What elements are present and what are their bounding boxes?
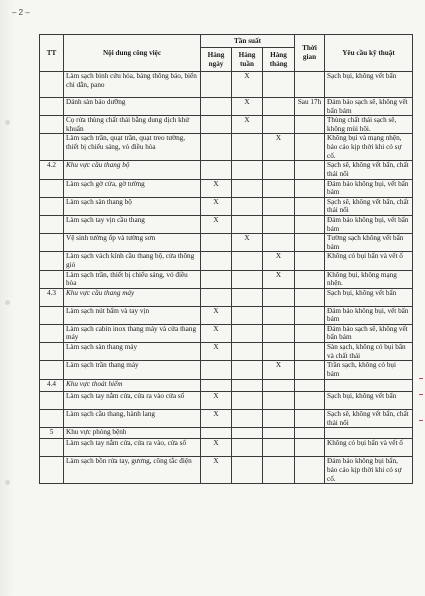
row-monthly — [263, 72, 295, 98]
row-requirement: Đảm bảo không bụi, vết bẩn bám — [325, 179, 413, 197]
row-task: Làm sạch gờ cửa, gờ tường — [64, 179, 201, 197]
row-tt — [40, 197, 64, 215]
row-task: Làm sạch tay nắm cửa, cửa ra vào cửa sổ — [64, 392, 201, 410]
row-time — [295, 439, 325, 457]
table-row — [40, 410, 413, 428]
table-row — [40, 98, 413, 116]
table-row — [40, 439, 413, 457]
row-daily — [201, 380, 232, 392]
table-body — [40, 72, 413, 484]
row-monthly — [263, 179, 295, 197]
row-task: Làm sạch vách kính cầu thang bộ, cửa thông gió — [64, 252, 201, 270]
row-daily: X — [201, 197, 232, 215]
row-weekly — [232, 324, 263, 342]
row-task: Làm sạch sàn thang máy — [64, 343, 201, 361]
row-task: Làm sạch bồn rửa tay, gương, công tắc điện — [64, 457, 201, 484]
table-row — [40, 270, 413, 288]
row-tt — [40, 324, 64, 342]
row-daily — [201, 116, 232, 134]
row-weekly — [232, 161, 263, 179]
row-requirement: Đảm bảo sạch sẽ, không vết bẩn bám — [325, 98, 413, 116]
row-time — [295, 343, 325, 361]
table-row — [40, 428, 413, 439]
row-requirement — [325, 380, 413, 392]
table-row — [40, 343, 413, 361]
row-daily — [201, 270, 232, 288]
row-tt — [40, 116, 64, 134]
row-monthly — [263, 457, 295, 484]
table-row — [40, 179, 413, 197]
row-tt: 4.3 — [40, 288, 64, 306]
row-daily — [201, 72, 232, 98]
row-requirement: Đảm bảo không bụi, vết bẩn bám — [325, 306, 413, 324]
header-content: Nội dung công việc — [64, 35, 201, 72]
row-time — [295, 306, 325, 324]
row-requirement: Sạch sẽ, không vết bẩn, chất thải nổi — [325, 161, 413, 179]
row-task: Làm sạch cầu thang, hành lang — [64, 410, 201, 428]
row-time — [295, 324, 325, 342]
row-time — [295, 116, 325, 134]
header-time: Thời gian — [295, 35, 325, 72]
row-tt — [40, 179, 64, 197]
row-tt — [40, 306, 64, 324]
row-requirement: Đảm bảo không bụi, vết bẩn bám — [325, 215, 413, 233]
row-daily: X — [201, 392, 232, 410]
row-daily — [201, 252, 232, 270]
row-weekly — [232, 380, 263, 392]
row-requirement: Không có bụi bẩn và vết ố — [325, 439, 413, 457]
row-weekly: X — [232, 116, 263, 134]
row-monthly: X — [263, 252, 295, 270]
row-daily — [201, 234, 232, 252]
punch-hole — [5, 120, 10, 125]
row-task: Vệ sinh tường ốp và tường sơn — [64, 234, 201, 252]
row-task: Khu vực cầu thang bộ — [64, 161, 201, 179]
row-requirement: Sạch bụi, không vết bẩn — [325, 288, 413, 306]
row-weekly — [232, 428, 263, 439]
row-monthly — [263, 343, 295, 361]
row-monthly — [263, 197, 295, 215]
row-time — [295, 428, 325, 439]
row-monthly — [263, 234, 295, 252]
row-requirement: Trần sạch, không có bụi bám — [325, 361, 413, 380]
table-row — [40, 252, 413, 270]
row-task: Làm sạch tay nắm cửa, cửa ra vào, cửa sổ — [64, 439, 201, 457]
row-monthly — [263, 116, 295, 134]
row-tt: 5 — [40, 428, 64, 439]
row-tt: 4.4 — [40, 380, 64, 392]
row-monthly — [263, 306, 295, 324]
row-tt — [40, 410, 64, 428]
row-daily: X — [201, 306, 232, 324]
row-requirement: Không bụi, không mạng nhện. — [325, 270, 413, 288]
row-daily: X — [201, 324, 232, 342]
row-tt — [40, 392, 64, 410]
row-time — [295, 197, 325, 215]
table-row — [40, 392, 413, 410]
table-row — [40, 215, 413, 233]
row-task: Làm sạch trần thang máy — [64, 361, 201, 380]
row-time — [295, 457, 325, 484]
row-task: Làm sạch nút bấm và tay vịn — [64, 306, 201, 324]
row-weekly — [232, 179, 263, 197]
row-requirement: Sạch bụi, không vết bẩn — [325, 72, 413, 98]
row-tt — [40, 98, 64, 116]
table-row — [40, 380, 413, 392]
row-daily: X — [201, 343, 232, 361]
header-daily: Hàng ngày — [201, 48, 232, 72]
header-monthly: Hàng tháng — [263, 48, 295, 72]
row-monthly — [263, 439, 295, 457]
row-requirement — [325, 428, 413, 439]
row-weekly — [232, 288, 263, 306]
row-weekly — [232, 361, 263, 380]
row-requirement: Sạch sẽ, không vết bẩn, chất thải nổi — [325, 410, 413, 428]
row-time — [295, 361, 325, 380]
row-monthly — [263, 161, 295, 179]
row-tt — [40, 457, 64, 484]
row-time — [295, 179, 325, 197]
row-daily: X — [201, 215, 232, 233]
row-tt — [40, 343, 64, 361]
row-time — [295, 288, 325, 306]
table-row — [40, 306, 413, 324]
row-requirement: Đảm bảo không bụi bẩn, báo cáo kịp thời khi có sự cố. — [325, 457, 413, 484]
row-monthly: X — [263, 134, 295, 161]
row-weekly — [232, 392, 263, 410]
table-row — [40, 324, 413, 342]
row-monthly — [263, 428, 295, 439]
table-row — [40, 197, 413, 215]
margin-mark — [419, 378, 423, 379]
row-tt — [40, 134, 64, 161]
row-requirement: Sạch bụi, không vết bẩn — [325, 392, 413, 410]
row-time — [295, 134, 325, 161]
row-time — [295, 215, 325, 233]
row-requirement: Không bụi và mạng nhện, bảo cáo kịp thời khi có sự cố. — [325, 134, 413, 161]
row-task: Làm sạch bình cứu hỏa, bảng thông báo, biển chỉ dẫn, pano — [64, 72, 201, 98]
header-requirement: Yêu cầu kỹ thuật — [325, 35, 413, 72]
row-monthly: X — [263, 361, 295, 380]
row-monthly — [263, 288, 295, 306]
punch-hole — [5, 300, 10, 305]
row-daily — [201, 288, 232, 306]
row-requirement: Tường sạch không vết bẩn bám — [325, 234, 413, 252]
row-monthly — [263, 392, 295, 410]
row-task: Làm sạch cabin inox thang máy và cửa thang máy — [64, 324, 201, 342]
row-weekly — [232, 252, 263, 270]
table-row — [40, 134, 413, 161]
row-task: Làm sạch tay vịn cầu thang — [64, 215, 201, 233]
row-weekly — [232, 270, 263, 288]
header-weekly: Hàng tuần — [232, 48, 263, 72]
row-tt — [40, 215, 64, 233]
row-task: Khu vực phòng bệnh — [64, 428, 201, 439]
row-weekly — [232, 410, 263, 428]
row-time: Sau 17h — [295, 98, 325, 116]
row-requirement: Sàn sạch, không có bụi bẩn và chất thải — [325, 343, 413, 361]
row-monthly — [263, 98, 295, 116]
table-row — [40, 161, 413, 179]
row-time — [295, 270, 325, 288]
row-requirement: Đảm bảo sạch sẽ, không vết bẩn bám — [325, 324, 413, 342]
row-weekly: X — [232, 98, 263, 116]
table-row — [40, 72, 413, 98]
row-tt — [40, 252, 64, 270]
row-daily — [201, 134, 232, 161]
table-row — [40, 116, 413, 134]
header-frequency: Tần suất — [201, 35, 295, 48]
row-monthly — [263, 410, 295, 428]
row-daily — [201, 428, 232, 439]
row-weekly — [232, 197, 263, 215]
row-daily — [201, 361, 232, 380]
row-tt — [40, 234, 64, 252]
margin-mark — [419, 420, 423, 421]
row-task: Làm sạch sàn thang bộ — [64, 197, 201, 215]
row-monthly — [263, 380, 295, 392]
row-task: Khu vực cầu thang máy — [64, 288, 201, 306]
row-weekly — [232, 215, 263, 233]
row-daily: X — [201, 410, 232, 428]
row-daily: X — [201, 457, 232, 484]
table-header — [40, 35, 413, 72]
margin-mark — [419, 394, 423, 395]
header-tt: TT — [40, 35, 64, 72]
row-requirement: Thùng chất thải sạch sẽ, không mùi hôi. — [325, 116, 413, 134]
row-time — [295, 380, 325, 392]
row-daily — [201, 161, 232, 179]
row-daily: X — [201, 439, 232, 457]
row-weekly — [232, 439, 263, 457]
table-row — [40, 361, 413, 380]
row-tt — [40, 439, 64, 457]
row-weekly: X — [232, 234, 263, 252]
row-time — [295, 392, 325, 410]
punch-hole — [5, 480, 10, 485]
table-row — [40, 457, 413, 484]
cleaning-schedule-table — [39, 34, 413, 484]
row-tt: 4.2 — [40, 161, 64, 179]
row-time — [295, 410, 325, 428]
row-time — [295, 252, 325, 270]
row-daily — [201, 98, 232, 116]
row-daily: X — [201, 179, 232, 197]
page-mark: – 2 – — [12, 8, 30, 17]
row-task: Dánh sàn bảo dưỡng — [64, 98, 201, 116]
row-requirement: Không có bụi bẩn và vết ố — [325, 252, 413, 270]
row-time — [295, 161, 325, 179]
row-weekly — [232, 457, 263, 484]
row-monthly — [263, 324, 295, 342]
row-time — [295, 72, 325, 98]
row-weekly: X — [232, 72, 263, 98]
row-weekly — [232, 343, 263, 361]
row-monthly: X — [263, 270, 295, 288]
row-monthly — [263, 215, 295, 233]
row-tt — [40, 361, 64, 380]
row-requirement: Sạch sẽ, không vết bẩn, chất thải nổi — [325, 197, 413, 215]
row-weekly — [232, 134, 263, 161]
table-row — [40, 288, 413, 306]
row-weekly — [232, 306, 263, 324]
row-task: Cọ rửa thùng chất thải bằng dung dịch khử khuẩn — [64, 116, 201, 134]
row-time — [295, 234, 325, 252]
row-task: Làm sạch trần, thiết bị chiếu sáng, vỏ điều hòa — [64, 270, 201, 288]
row-task: Khu vực thoát hiểm — [64, 380, 201, 392]
row-tt — [40, 72, 64, 98]
row-task: Làm sạch trần, quạt trần, quạt treo tường, thiết bị chiếu sáng, vỏ điều hòa — [64, 134, 201, 161]
row-tt — [40, 270, 64, 288]
table-row — [40, 234, 413, 252]
